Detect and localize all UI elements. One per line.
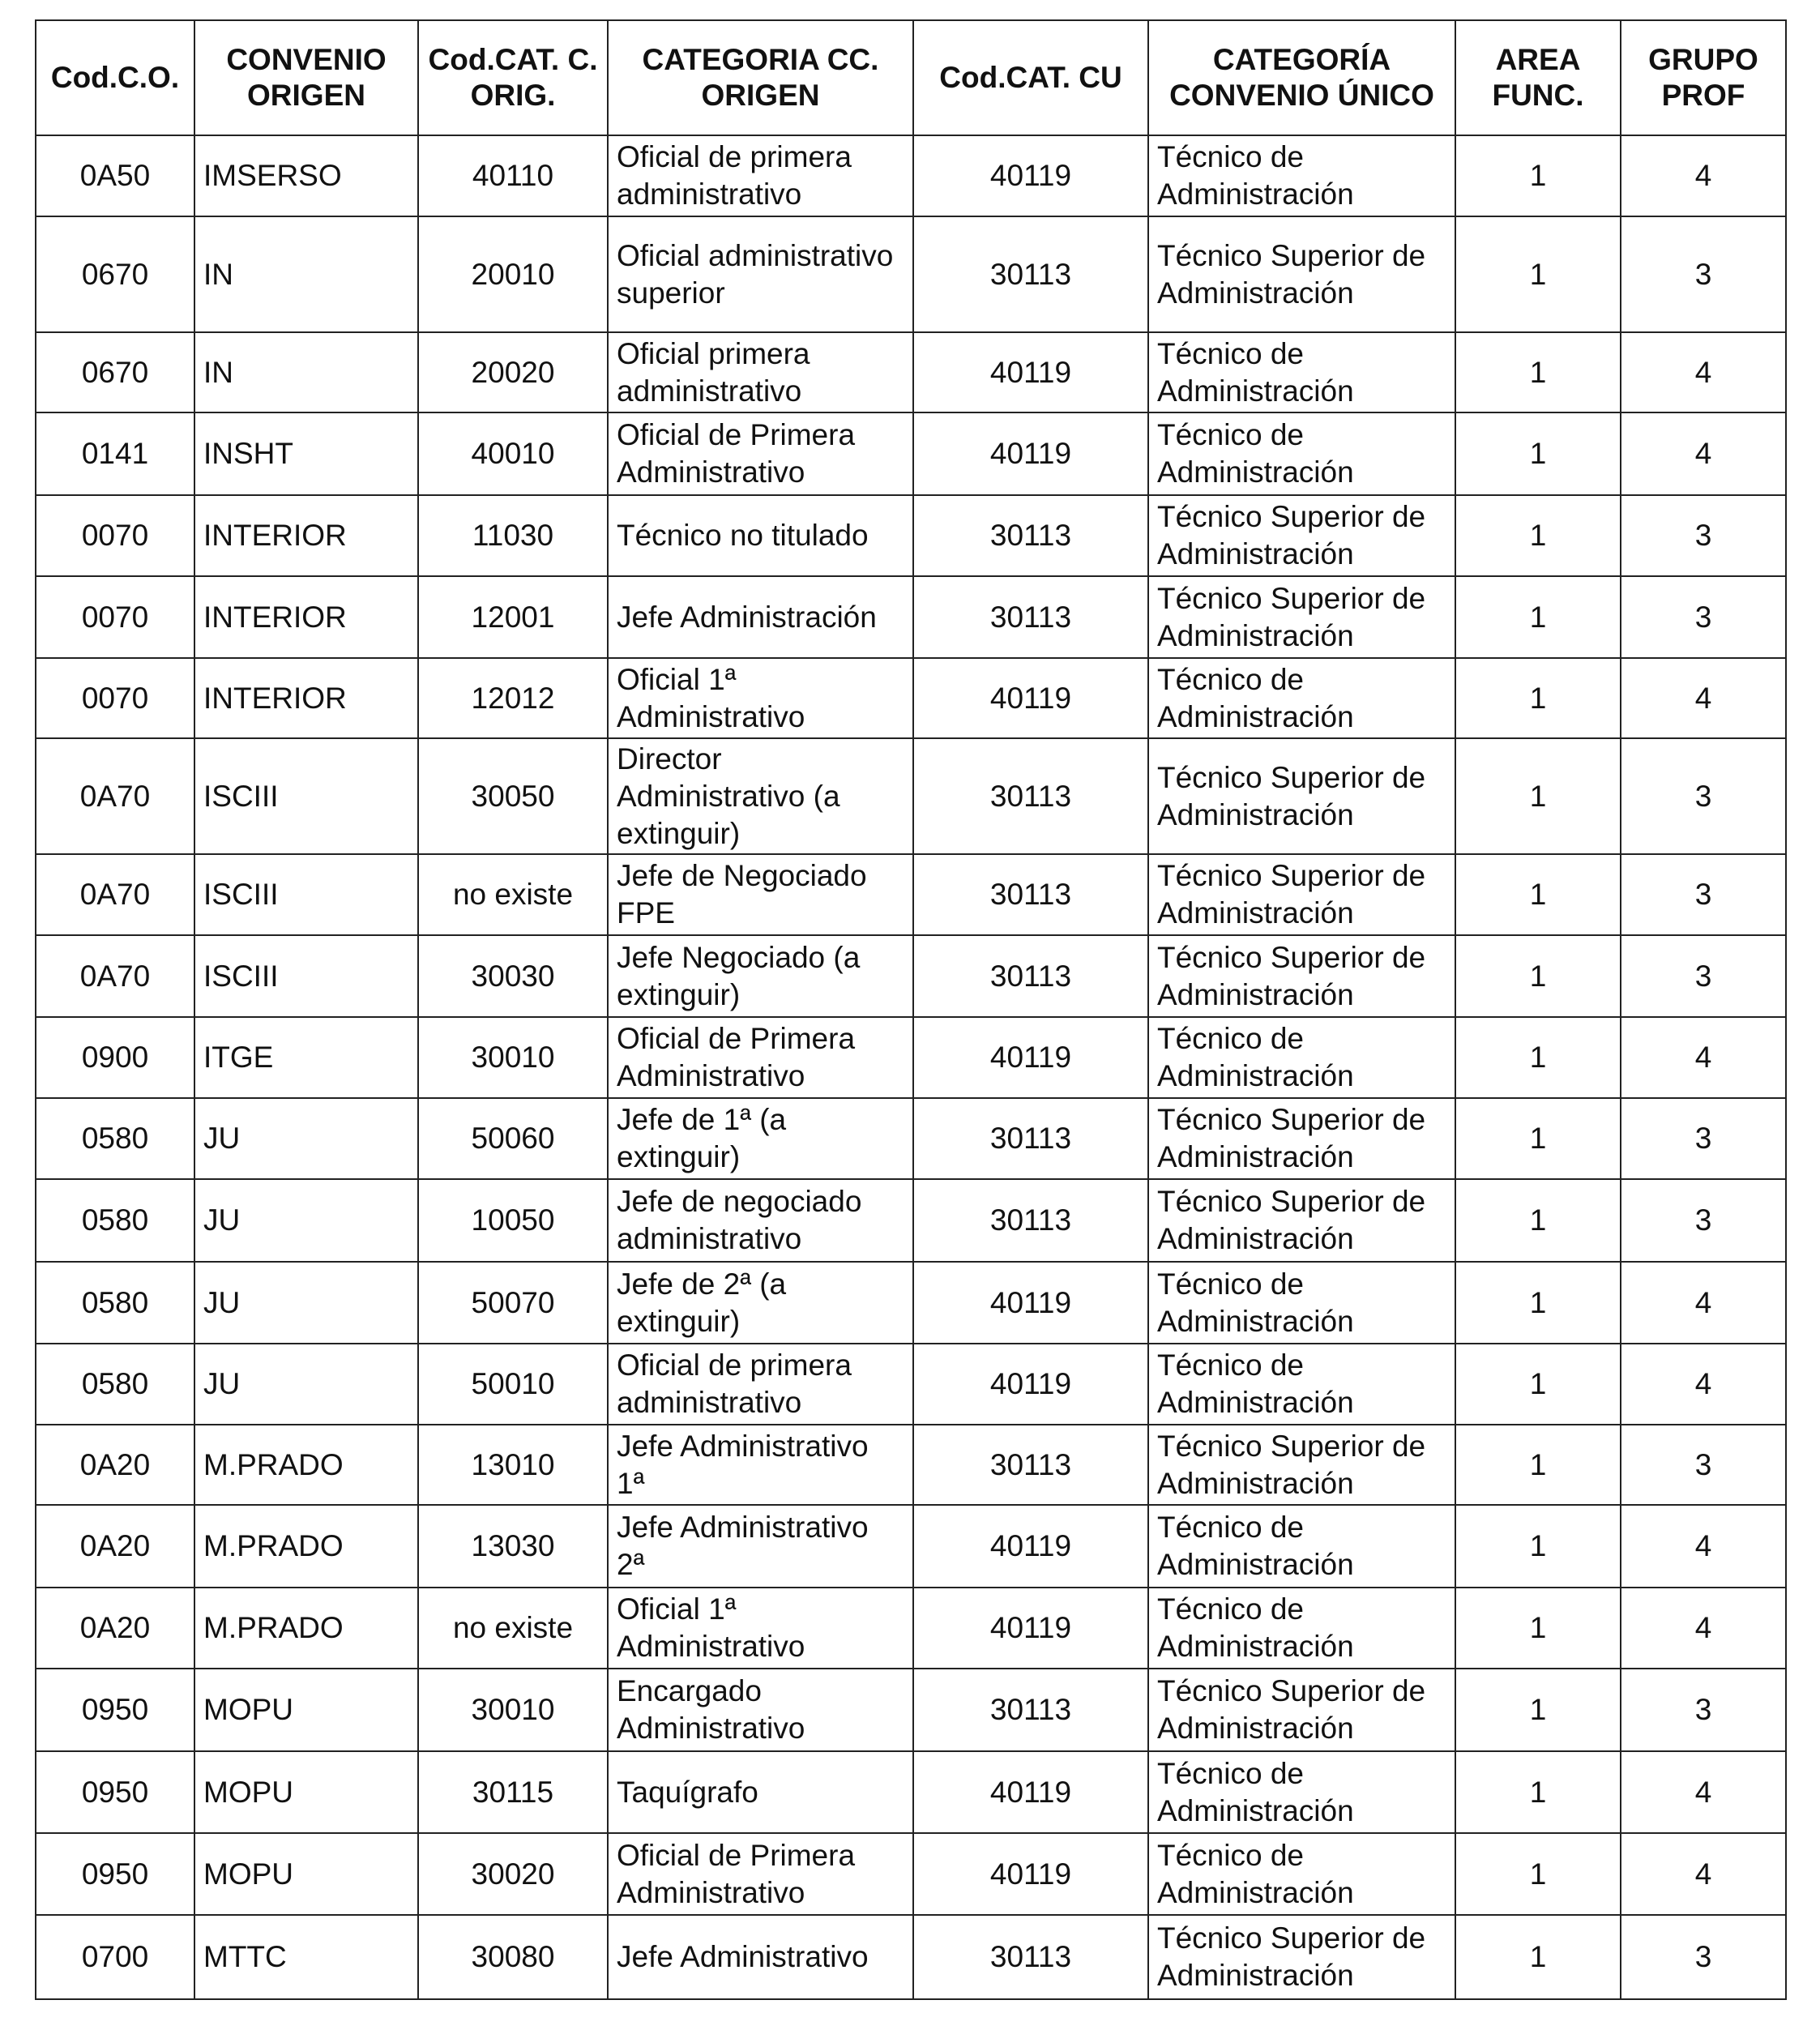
cell-cod-cat-cu: 30113 — [913, 1179, 1148, 1262]
cell-categoria-origen: Jefe de 1ª (a extinguir) — [608, 1098, 913, 1179]
cell-categoria-origen: Jefe Administrativo 2ª — [608, 1505, 913, 1588]
cell-cod-co: 0700 — [36, 1915, 194, 1999]
cell-cod-cat-cu: 40119 — [913, 1344, 1148, 1425]
cell-convenio-origen: JU — [194, 1179, 418, 1262]
cell-area-func: 1 — [1455, 1344, 1621, 1425]
category-mapping-table — [35, 19, 1787, 2000]
cell-cod-cat-orig: 11030 — [418, 495, 608, 576]
cell-area-func: 1 — [1455, 738, 1621, 854]
cell-cod-co: 0070 — [36, 495, 194, 576]
cell-cod-cat-orig: 50010 — [418, 1344, 608, 1425]
cell-cod-cat-orig: no existe — [418, 854, 608, 935]
cell-cod-cat-cu: 40119 — [913, 332, 1148, 412]
cell-grupo-prof: 4 — [1621, 1751, 1786, 1833]
cell-cod-cat-cu: 30113 — [913, 216, 1148, 332]
cell-cod-co: 0A70 — [36, 854, 194, 935]
cell-categoria-origen: Jefe Administración — [608, 576, 913, 658]
table-row — [36, 1262, 1786, 1344]
cell-cod-cat-cu: 40119 — [913, 1017, 1148, 1098]
cell-convenio-origen: M.PRADO — [194, 1505, 418, 1588]
cell-grupo-prof: 4 — [1621, 658, 1786, 738]
cell-convenio-origen: INTERIOR — [194, 495, 418, 576]
cell-cod-cat-cu: 40119 — [913, 1833, 1148, 1915]
cell-grupo-prof: 3 — [1621, 1425, 1786, 1505]
cell-categoria-origen: Jefe Administrativo 1ª — [608, 1425, 913, 1505]
column-header-cod-cat-cu: Cod.CAT. CU — [913, 20, 1148, 135]
cell-cod-cat-cu: 40119 — [913, 135, 1148, 216]
cell-grupo-prof: 3 — [1621, 576, 1786, 658]
cell-cod-cat-cu: 40119 — [913, 1751, 1148, 1833]
cell-cod-cat-cu: 30113 — [913, 1915, 1148, 1999]
cell-grupo-prof: 4 — [1621, 332, 1786, 412]
header-row — [36, 20, 1786, 135]
cell-cod-co: 0950 — [36, 1751, 194, 1833]
cell-cod-co: 0070 — [36, 658, 194, 738]
cell-cod-co: 0950 — [36, 1833, 194, 1915]
cell-convenio-origen: JU — [194, 1098, 418, 1179]
cell-grupo-prof: 3 — [1621, 1098, 1786, 1179]
cell-cod-co: 0A70 — [36, 935, 194, 1017]
cell-cod-cat-orig: 30030 — [418, 935, 608, 1017]
cell-cod-cat-cu: 40119 — [913, 1262, 1148, 1344]
cell-convenio-origen: INTERIOR — [194, 658, 418, 738]
cell-convenio-origen: IMSERSO — [194, 135, 418, 216]
cell-grupo-prof: 4 — [1621, 1505, 1786, 1588]
cell-convenio-origen: ITGE — [194, 1017, 418, 1098]
cell-cod-cat-orig: 13030 — [418, 1505, 608, 1588]
table-row — [36, 576, 1786, 658]
cell-cod-co: 0A20 — [36, 1505, 194, 1588]
cell-convenio-origen: INSHT — [194, 412, 418, 495]
cell-grupo-prof: 4 — [1621, 1833, 1786, 1915]
cell-categoria-origen: Jefe Negociado (a extinguir) — [608, 935, 913, 1017]
cell-categoria-origen: Oficial 1ª Administrativo — [608, 658, 913, 738]
cell-cod-co: 0580 — [36, 1344, 194, 1425]
cell-cod-cat-cu: 30113 — [913, 854, 1148, 935]
cell-area-func: 1 — [1455, 1262, 1621, 1344]
table-row — [36, 854, 1786, 935]
column-header-categoria-cu: CATEGORÍA CONVENIO ÚNICO — [1148, 20, 1455, 135]
table-row — [36, 1505, 1786, 1588]
cell-cod-cat-orig: 30050 — [418, 738, 608, 854]
cell-cod-cat-orig: 30010 — [418, 1669, 608, 1751]
cell-cod-cat-orig: 50060 — [418, 1098, 608, 1179]
table-row — [36, 1017, 1786, 1098]
cell-area-func: 1 — [1455, 1751, 1621, 1833]
cell-area-func: 1 — [1455, 412, 1621, 495]
cell-categoria-cu: Técnico de Administración — [1148, 135, 1455, 216]
cell-grupo-prof: 3 — [1621, 935, 1786, 1017]
cell-convenio-origen: MOPU — [194, 1751, 418, 1833]
cell-categoria-origen: Oficial de Primera Administrativo — [608, 1017, 913, 1098]
cell-categoria-cu: Técnico de Administración — [1148, 1344, 1455, 1425]
cell-categoria-cu: Técnico de Administración — [1148, 1751, 1455, 1833]
cell-cod-cat-cu: 30113 — [913, 1425, 1148, 1505]
cell-grupo-prof: 3 — [1621, 1669, 1786, 1751]
cell-categoria-origen: Jefe de 2ª (a extinguir) — [608, 1262, 913, 1344]
cell-cod-cat-cu: 30113 — [913, 576, 1148, 658]
table-row — [36, 1669, 1786, 1751]
cell-area-func: 1 — [1455, 216, 1621, 332]
cell-categoria-cu: Técnico de Administración — [1148, 412, 1455, 495]
cell-cod-cat-orig: 40010 — [418, 412, 608, 495]
cell-categoria-origen: Encargado Administrativo — [608, 1669, 913, 1751]
cell-area-func: 1 — [1455, 854, 1621, 935]
cell-convenio-origen: M.PRADO — [194, 1425, 418, 1505]
cell-convenio-origen: M.PRADO — [194, 1588, 418, 1669]
cell-convenio-origen: ISCIII — [194, 854, 418, 935]
cell-cod-co: 0580 — [36, 1179, 194, 1262]
cell-grupo-prof: 4 — [1621, 1344, 1786, 1425]
cell-cod-cat-orig: 12012 — [418, 658, 608, 738]
cell-cod-cat-cu: 30113 — [913, 738, 1148, 854]
cell-cod-cat-orig: 20010 — [418, 216, 608, 332]
cell-categoria-origen: Taquígrafo — [608, 1751, 913, 1833]
table-row — [36, 216, 1786, 332]
table-row — [36, 135, 1786, 216]
cell-cod-co: 0A20 — [36, 1588, 194, 1669]
table-row — [36, 1344, 1786, 1425]
cell-categoria-cu: Técnico Superior de Administración — [1148, 1669, 1455, 1751]
cell-cod-cat-cu: 40119 — [913, 1505, 1148, 1588]
cell-categoria-cu: Técnico Superior de Administración — [1148, 935, 1455, 1017]
cell-grupo-prof: 3 — [1621, 854, 1786, 935]
column-header-cod-co: Cod.C.O. — [36, 20, 194, 135]
cell-convenio-origen: ISCIII — [194, 738, 418, 854]
cell-cod-co: 0070 — [36, 576, 194, 658]
cell-cod-cat-orig: 30080 — [418, 1915, 608, 1999]
cell-categoria-cu: Técnico Superior de Administración — [1148, 495, 1455, 576]
cell-cod-co: 0580 — [36, 1098, 194, 1179]
table-row — [36, 1179, 1786, 1262]
cell-area-func: 1 — [1455, 1505, 1621, 1588]
cell-convenio-origen: JU — [194, 1262, 418, 1344]
cell-convenio-origen: MTTC — [194, 1915, 418, 1999]
cell-area-func: 1 — [1455, 935, 1621, 1017]
cell-cod-cat-cu: 30113 — [913, 1669, 1148, 1751]
cell-area-func: 1 — [1455, 658, 1621, 738]
cell-cod-co: 0900 — [36, 1017, 194, 1098]
cell-categoria-cu: Técnico Superior de Administración — [1148, 854, 1455, 935]
cell-categoria-cu: Técnico Superior de Administración — [1148, 576, 1455, 658]
cell-categoria-cu: Técnico de Administración — [1148, 332, 1455, 412]
cell-grupo-prof: 4 — [1621, 1262, 1786, 1344]
cell-cod-cat-orig: 30115 — [418, 1751, 608, 1833]
cell-grupo-prof: 4 — [1621, 135, 1786, 216]
table-row — [36, 935, 1786, 1017]
cell-categoria-origen: Oficial administrativo superior — [608, 216, 913, 332]
table-row — [36, 412, 1786, 495]
table-row — [36, 658, 1786, 738]
cell-cod-co: 0A70 — [36, 738, 194, 854]
cell-cod-cat-cu: 40119 — [913, 412, 1148, 495]
cell-grupo-prof: 3 — [1621, 1179, 1786, 1262]
cell-categoria-cu: Técnico Superior de Administración — [1148, 1915, 1455, 1999]
table-row — [36, 1751, 1786, 1833]
cell-area-func: 1 — [1455, 1915, 1621, 1999]
cell-convenio-origen: MOPU — [194, 1669, 418, 1751]
cell-cod-co: 0A50 — [36, 135, 194, 216]
table-row — [36, 1915, 1786, 1999]
cell-categoria-origen: Técnico no titulado — [608, 495, 913, 576]
cell-cod-co: 0A20 — [36, 1425, 194, 1505]
cell-area-func: 1 — [1455, 332, 1621, 412]
cell-area-func: 1 — [1455, 135, 1621, 216]
cell-cod-co: 0670 — [36, 216, 194, 332]
column-header-categoria-origen: CATEGORIA CC. ORIGEN — [608, 20, 913, 135]
cell-cod-cat-cu: 30113 — [913, 935, 1148, 1017]
column-header-cod-cat-orig: Cod.CAT. C. ORIG. — [418, 20, 608, 135]
cell-cod-cat-orig: 30010 — [418, 1017, 608, 1098]
cell-area-func: 1 — [1455, 1588, 1621, 1669]
cell-categoria-origen: Jefe Administrativo — [608, 1915, 913, 1999]
cell-grupo-prof: 3 — [1621, 495, 1786, 576]
cell-area-func: 1 — [1455, 1098, 1621, 1179]
cell-convenio-origen: IN — [194, 332, 418, 412]
cell-area-func: 1 — [1455, 1833, 1621, 1915]
cell-convenio-origen: INTERIOR — [194, 576, 418, 658]
cell-cod-co: 0141 — [36, 412, 194, 495]
cell-categoria-cu: Técnico de Administración — [1148, 658, 1455, 738]
cell-grupo-prof: 4 — [1621, 1017, 1786, 1098]
cell-area-func: 1 — [1455, 1179, 1621, 1262]
cell-categoria-cu: Técnico de Administración — [1148, 1833, 1455, 1915]
cell-area-func: 1 — [1455, 576, 1621, 658]
table-row — [36, 495, 1786, 576]
cell-cod-cat-orig: 10050 — [418, 1179, 608, 1262]
cell-cod-cat-orig: 50070 — [418, 1262, 608, 1344]
cell-categoria-origen: Jefe de negociado administrativo — [608, 1179, 913, 1262]
cell-categoria-cu: Técnico de Administración — [1148, 1262, 1455, 1344]
cell-categoria-cu: Técnico de Administración — [1148, 1505, 1455, 1588]
cell-cod-cat-cu: 40119 — [913, 658, 1148, 738]
cell-categoria-cu: Técnico Superior de Administración — [1148, 1425, 1455, 1505]
cell-cod-co: 0580 — [36, 1262, 194, 1344]
table-row — [36, 1833, 1786, 1915]
cell-area-func: 1 — [1455, 1425, 1621, 1505]
cell-categoria-cu: Técnico Superior de Administración — [1148, 1098, 1455, 1179]
column-header-convenio-origen: CONVENIO ORIGEN — [194, 20, 418, 135]
cell-grupo-prof: 3 — [1621, 216, 1786, 332]
cell-cod-cat-orig: 30020 — [418, 1833, 608, 1915]
cell-categoria-cu: Técnico de Administración — [1148, 1588, 1455, 1669]
cell-categoria-cu: Técnico Superior de Administración — [1148, 216, 1455, 332]
cell-area-func: 1 — [1455, 1669, 1621, 1751]
cell-categoria-cu: Técnico de Administración — [1148, 1017, 1455, 1098]
cell-cod-cat-orig: no existe — [418, 1588, 608, 1669]
cell-categoria-origen: Oficial de Primera Administrativo — [608, 412, 913, 495]
cell-area-func: 1 — [1455, 1017, 1621, 1098]
table-row — [36, 738, 1786, 854]
cell-grupo-prof: 4 — [1621, 412, 1786, 495]
column-header-grupo-prof: GRUPO PROF — [1621, 20, 1786, 135]
cell-convenio-origen: ISCIII — [194, 935, 418, 1017]
cell-grupo-prof: 4 — [1621, 1588, 1786, 1669]
cell-cod-cat-cu: 40119 — [913, 1588, 1148, 1669]
cell-area-func: 1 — [1455, 495, 1621, 576]
cell-cod-cat-orig: 13010 — [418, 1425, 608, 1505]
cell-cod-co: 0670 — [36, 332, 194, 412]
cell-categoria-origen: Oficial primera administrativo — [608, 332, 913, 412]
table-row — [36, 332, 1786, 412]
cell-categoria-cu: Técnico Superior de Administración — [1148, 1179, 1455, 1262]
table-row — [36, 1588, 1786, 1669]
cell-cod-cat-cu: 30113 — [913, 1098, 1148, 1179]
table-row — [36, 1425, 1786, 1505]
cell-cod-cat-orig: 20020 — [418, 332, 608, 412]
cell-categoria-cu: Técnico Superior de Administración — [1148, 738, 1455, 854]
column-header-area-func: AREA FUNC. — [1455, 20, 1621, 135]
cell-categoria-origen: Director Administrativo (a extinguir) — [608, 738, 913, 854]
cell-cod-co: 0950 — [36, 1669, 194, 1751]
cell-categoria-origen: Jefe de Negociado FPE — [608, 854, 913, 935]
cell-categoria-origen: Oficial de Primera Administrativo — [608, 1833, 913, 1915]
table-row — [36, 1098, 1786, 1179]
cell-cod-cat-cu: 30113 — [913, 495, 1148, 576]
cell-grupo-prof: 3 — [1621, 1915, 1786, 1999]
cell-cod-cat-orig: 40110 — [418, 135, 608, 216]
cell-convenio-origen: MOPU — [194, 1833, 418, 1915]
cell-categoria-origen: Oficial 1ª Administrativo — [608, 1588, 913, 1669]
cell-categoria-origen: Oficial de primera administrativo — [608, 135, 913, 216]
cell-cod-cat-orig: 12001 — [418, 576, 608, 658]
cell-convenio-origen: JU — [194, 1344, 418, 1425]
cell-categoria-origen: Oficial de primera administrativo — [608, 1344, 913, 1425]
cell-grupo-prof: 3 — [1621, 738, 1786, 854]
cell-convenio-origen: IN — [194, 216, 418, 332]
